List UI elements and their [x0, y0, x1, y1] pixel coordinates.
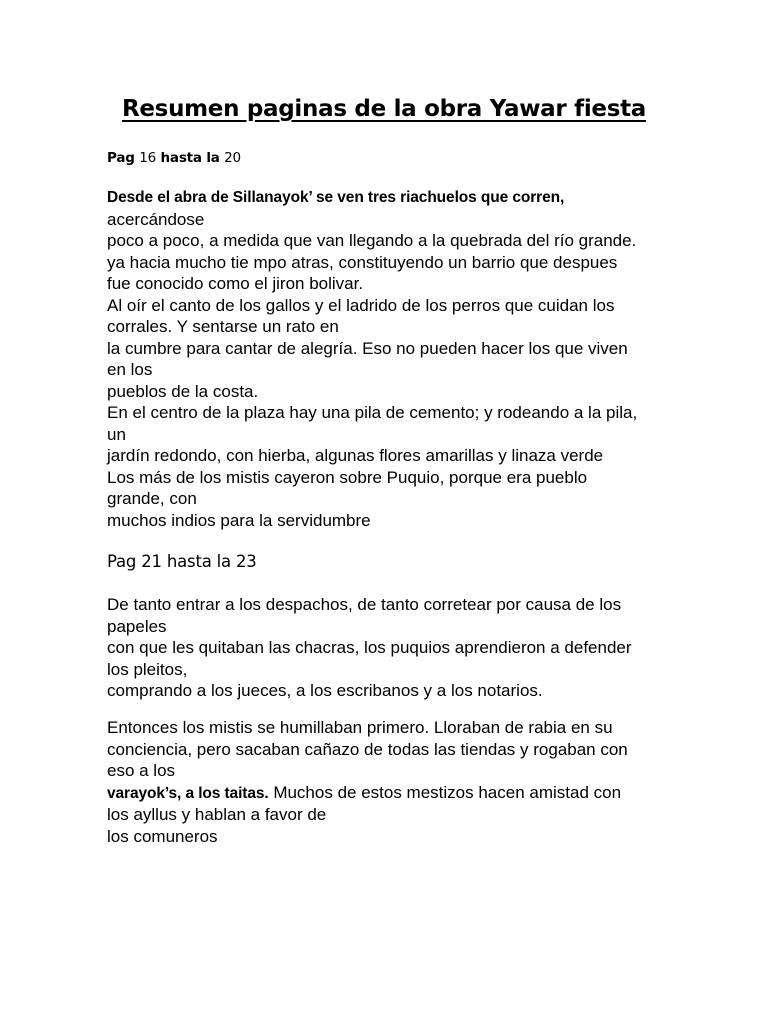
- heading-part: Pag: [107, 150, 140, 166]
- text-line: [107, 782, 707, 805]
- text-line: [107, 424, 707, 446]
- line-text: muchos indios para la servidumbre: [107, 510, 371, 530]
- text-line: [107, 252, 707, 274]
- text-line: [107, 381, 707, 403]
- line-text: En el centro de la plaza hay una pila de cemento; y rodeando a la pila,: [107, 403, 638, 422]
- text-line: [107, 739, 707, 761]
- text-line: [107, 594, 707, 616]
- text-line: [107, 316, 707, 338]
- text-line: [107, 717, 707, 739]
- line-text: jardín redondo, con hierba, algunas flores amarillas y linaza verde: [107, 446, 604, 465]
- line-text: Los más de los mistis cayeron sobre Puquio, porque era pueblo: [107, 467, 588, 487]
- line-text: comprando a los jueces, a los escribanos y a los notarios.: [107, 681, 543, 700]
- line-text: con que les quitaban las chacras, los puquios aprendieron a defender: [107, 638, 632, 657]
- text-line: [107, 616, 707, 638]
- line-text: Muchos de estos mestizos hacen amistad con: [268, 782, 622, 802]
- text-line: [107, 209, 707, 231]
- line-text: fue conocido como el jiron bolivar.: [107, 274, 364, 293]
- line-text: un: [107, 424, 126, 444]
- text-line: [107, 230, 707, 252]
- text-line: [107, 295, 707, 317]
- text-line: [107, 186, 707, 209]
- line-text: De tanto entrar a los despachos, de tanto corretear por causa de los: [107, 595, 622, 614]
- text-line: [107, 488, 707, 510]
- line-text: conciencia, pero sacaban cañazo de todas las tiendas y rogaban con: [107, 739, 628, 759]
- line-text: eso a los: [107, 761, 176, 780]
- section-2-heading: Pag 21 hasta la 23: [107, 552, 257, 571]
- line-text: los ayllus y hablan a favor de: [107, 805, 327, 824]
- text-line: [107, 445, 707, 467]
- line-text: corrales. Y sentarse un rato en: [107, 317, 339, 336]
- text-line: [107, 804, 707, 826]
- line-text: pueblos de la costa.: [107, 381, 259, 401]
- text-line: [107, 680, 707, 702]
- line-text: los comuneros: [107, 826, 218, 846]
- section-1-body: [107, 186, 707, 531]
- line-text: en los: [107, 360, 153, 379]
- section-2-paragraph-1: [107, 594, 707, 702]
- line-text: acercándose: [107, 209, 205, 229]
- text-line: [107, 510, 707, 532]
- line-text: la cumbre para cantar de alegría. Eso no pueden hacer los que viven: [107, 338, 628, 358]
- text-line: [107, 359, 707, 381]
- line-text: papeles: [107, 616, 167, 636]
- text-line: [107, 659, 707, 681]
- text-line: [107, 760, 707, 782]
- line-text: Al oír el canto de los gallos y el ladrido de los perros que cuidan los: [107, 295, 615, 315]
- line-text: Entonces los mistis se humillaban primero. Lloraban de rabia en su: [107, 718, 613, 737]
- bold-text: varayok’s, a los taitas.: [107, 784, 269, 802]
- text-line: [107, 273, 707, 295]
- section-1-heading: [107, 150, 241, 166]
- text-line: [107, 637, 707, 659]
- text-line: [107, 826, 707, 848]
- text-line: [107, 467, 707, 489]
- section-2-paragraph-2: [107, 717, 707, 847]
- line-text: los pleitos,: [107, 659, 188, 679]
- text-line: [107, 338, 707, 360]
- line-text: poco a poco, a medida que van llegando a la quebrada del río grande.: [107, 231, 637, 250]
- line-text: ya hacia mucho tie mpo atras, constituyendo un barrio que despues: [107, 252, 618, 272]
- heading-part: 20: [224, 150, 241, 166]
- document-title: Resumen paginas de la obra Yawar fiesta: [121, 96, 647, 122]
- heading-part: 16: [139, 150, 156, 166]
- heading-part: hasta la: [156, 150, 225, 166]
- text-line: [107, 402, 707, 424]
- bold-text: Desde el abra de Sillanayok’ se ven tres riachuelos que corren,: [107, 189, 565, 206]
- line-text: grande, con: [107, 489, 197, 508]
